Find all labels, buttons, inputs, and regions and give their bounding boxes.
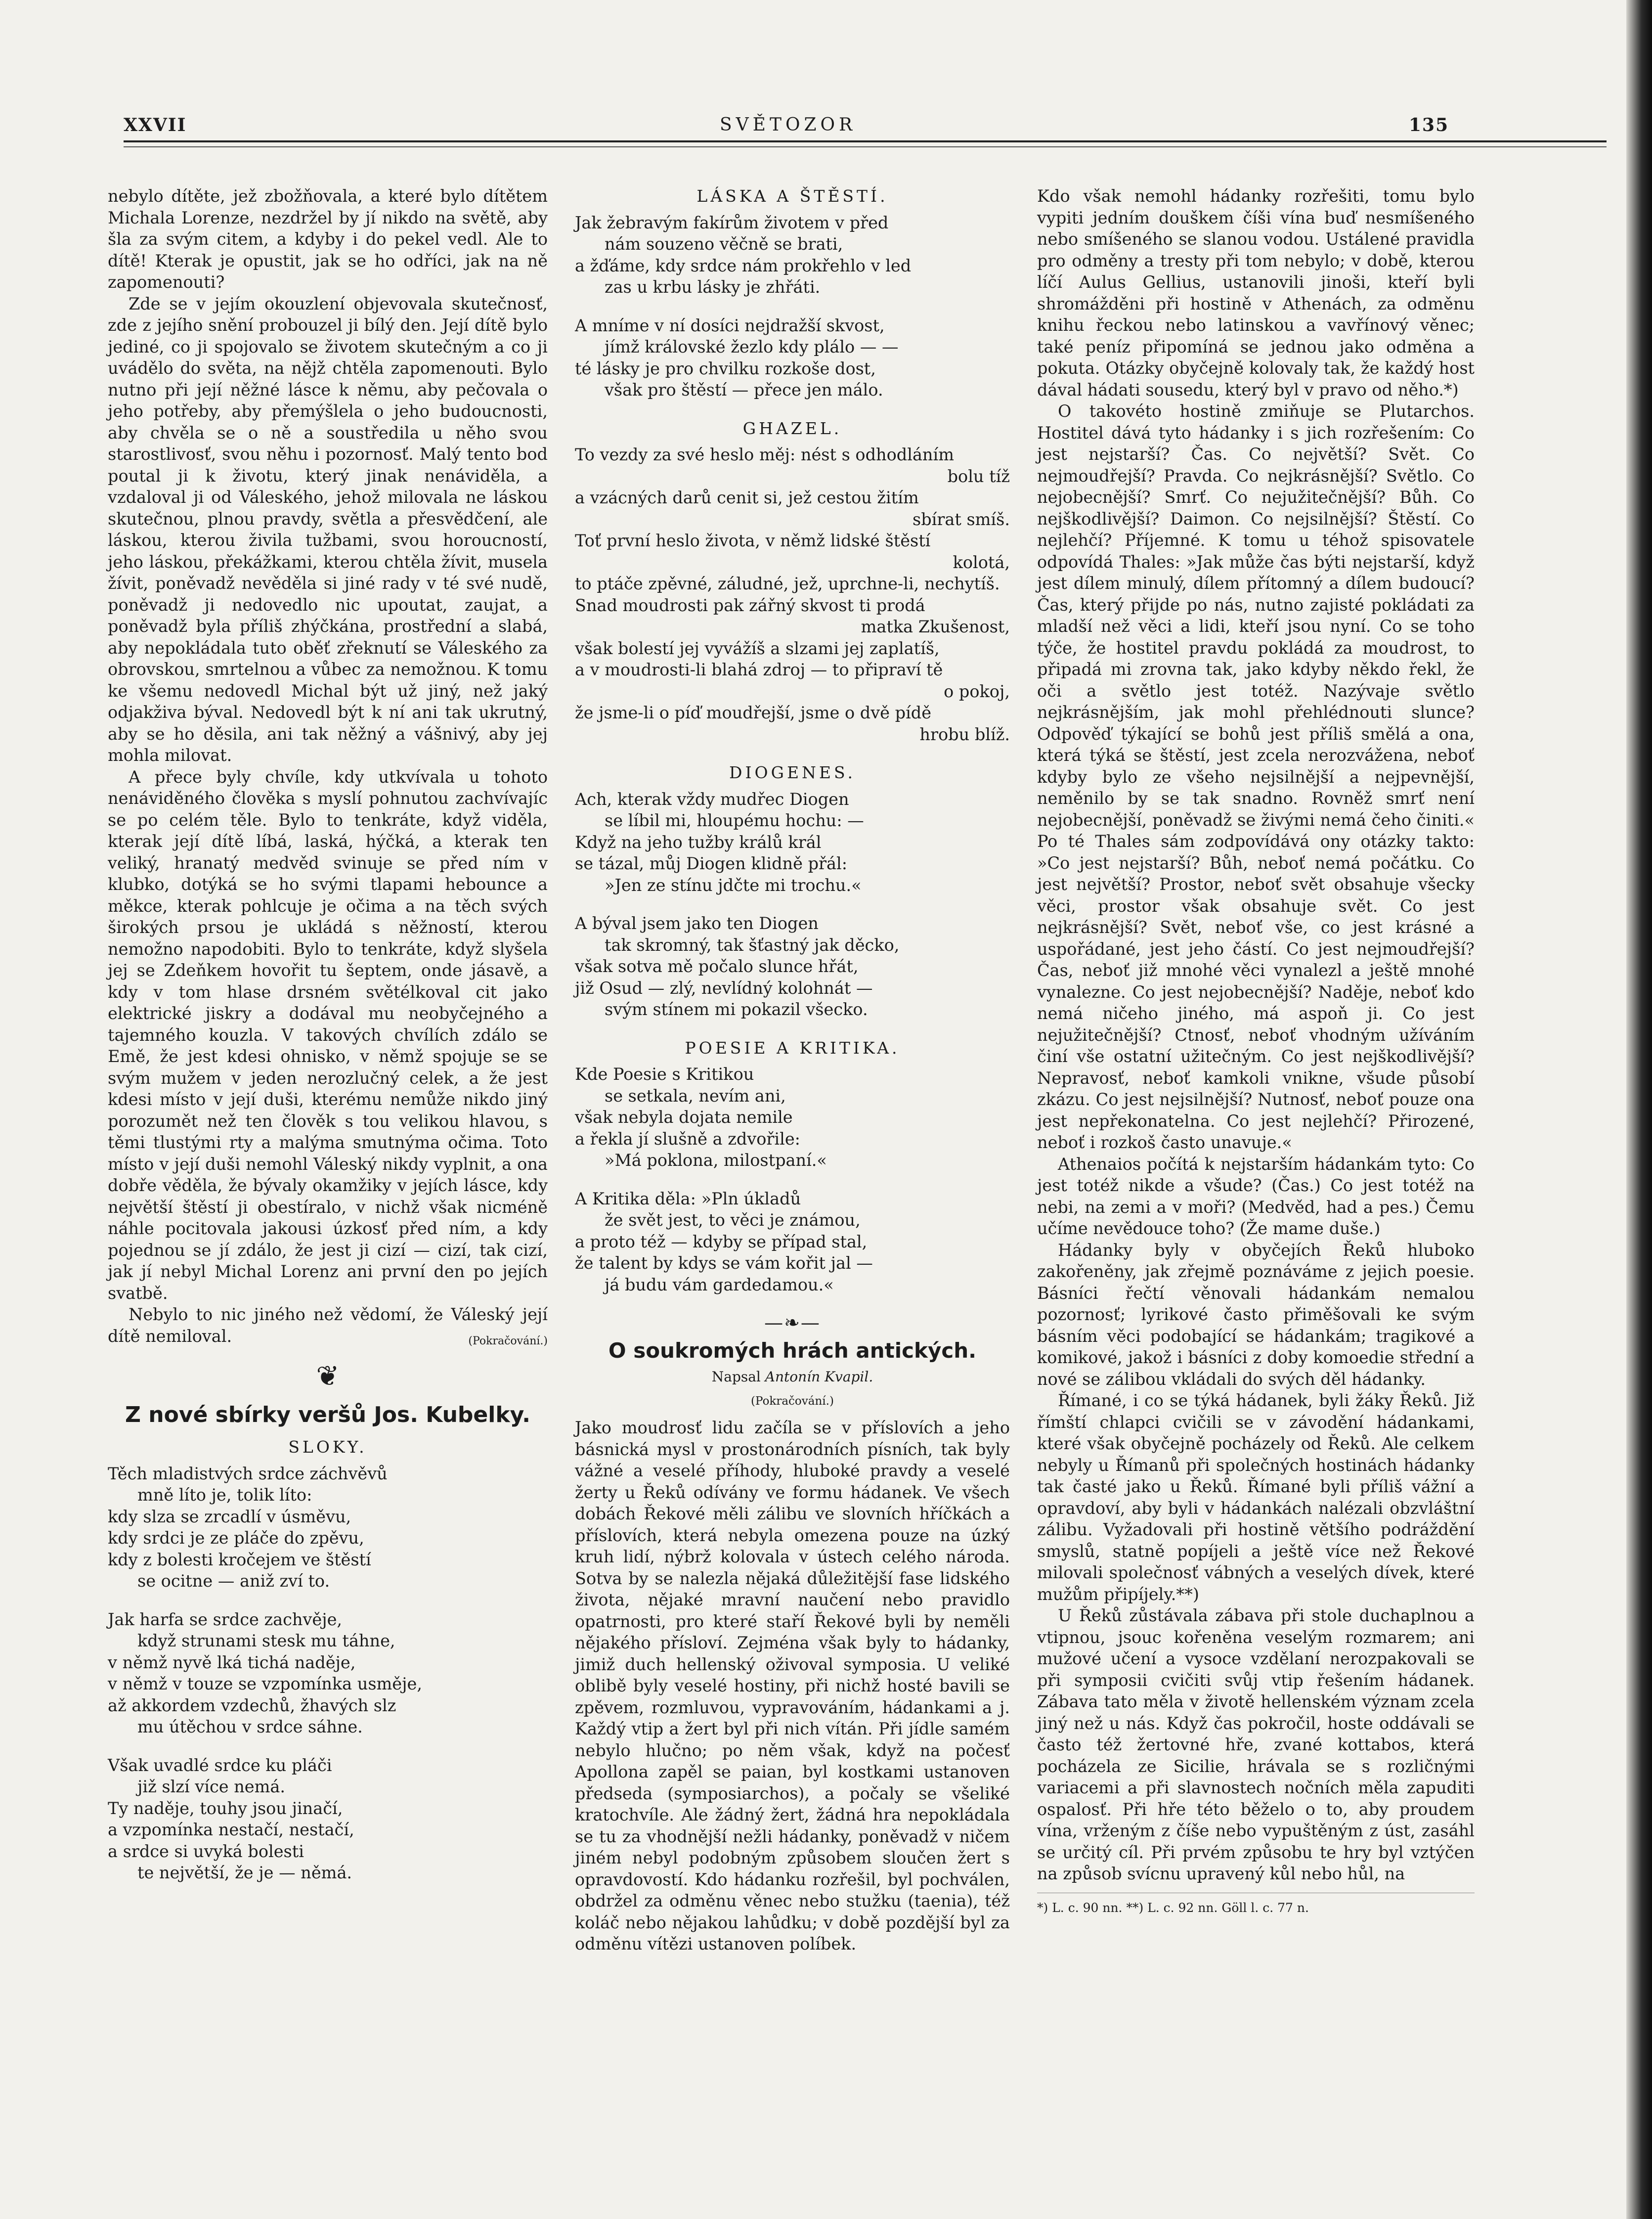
- journal-title: SVĚTOZOR: [720, 115, 857, 135]
- stanza: [575, 212, 1010, 298]
- verse-line: mně líto je, tolik líto:: [137, 1485, 312, 1505]
- continuation-note: (Pokračování.): [468, 1334, 548, 1347]
- verse-line: Ach, kterak vždy mudřec Diogen: [575, 789, 849, 809]
- stanza: [575, 315, 1010, 401]
- poem-title: GHAZEL.: [742, 418, 842, 438]
- verse-line-cont: matka Zkušenost,: [861, 617, 1010, 636]
- verse-line: Jak žebravým fakírům životem v před: [575, 213, 889, 232]
- separator-ornament-icon: —❧—: [764, 1312, 821, 1333]
- verse-line: to ptáče zpěvné, záludné, jež, uprchne-li, nechytíš.: [575, 574, 1000, 593]
- verse-line: se líbil mi, hloupému hochu: —: [605, 811, 864, 830]
- verse-line: Však uvadlé srdce ku pláči: [108, 1755, 332, 1775]
- verse-line: tak skromný, tak šťastný jak děcko,: [605, 935, 900, 955]
- poem-laska-a-stesti: [575, 212, 1010, 401]
- story-paragraph: nebylo dítěte, jež zbožňovala, a které bylo dítětem Michala Lorenze, nezdržel by jí nikdo na světě, aby šla za svým citem, a kdyby i do pekel vedl. Ale to dítě! Kterak je opustit, jak se ho odříci, jak na ně zapomenouti?: [108, 186, 548, 292]
- ornament-icon: ❦: [316, 1360, 340, 1392]
- verse-line: a řekla jí slušně a zdvořile:: [575, 1129, 800, 1149]
- verse-line: já budu vám gardedamou.«: [605, 1275, 834, 1294]
- verse-line: To vezdy za své heslo měj: nést s odhodláním: [575, 445, 954, 464]
- verse-line: již slzí více nemá.: [137, 1777, 285, 1796]
- poem-sloky: [108, 1463, 548, 1884]
- verse-line: však bolestí jej vyvážíš a slzami jej zaplatíš,: [575, 638, 940, 658]
- page-edge-shadow: [1626, 0, 1652, 2219]
- header-rule-thin: [124, 146, 1607, 147]
- verse-line: že talent by kdys se vám kořit jal —: [575, 1253, 873, 1273]
- verse-line: té lásky je pro chvilku rozkoše dost,: [575, 358, 876, 378]
- story-paragraph: [108, 1304, 548, 1347]
- article-paragraph: O takovéto hostině zmiňuje se Plutarchos. Hostitel dává tyto hádanky i s jich rozřešením: Co jest nejstarší? Čas. Co největší? Svět. Co nejmoudřejší? Pravda. Co nejkrásnější? Světlo. Co nejobecnější? Smrť. Co nejužitečnější? Bůh. Co nejškodlivější? Daimon. Co nejsilnější? Štěstí. Co nejlehčí? Příjemné. K tomu u téhož spisovatele odpovídá Thales: »Jak může čas býti nejstarší, když jest dílem minulý, dílem přítomný a dílem budoucí? Čas, který přijde po nás, nutno zajisté pokládati za mladší než věci a lidi, kteří jsou nyní. Co se toho týče, že hostitel pravdu pokládá za moudrost, to připadá mi zrovna tak, jako kdyby někdo řekl, že oči a světlo jest totéž. Nazývaje světlo nejkrásnějším, jak mohl přehlédnouti slunce? Odpověď týkající se bohů jest příliš smělá a ona, která týká se štěstí, jest zcela nerozvážena, neboť kdyby bylo ze všeho nejsilnější a nejpevnější, neměnilo by se tak snadno. Rovněž smrť není nejobecnější, poněvadž se živými nemá čeho činiti.« Po té Thales sám zodpovídává ony otázky takto: »Co jest nejstarší? Bůh, neboť nemá počátku. Co jest největší? Prostor, neboť svět obsahuje všecky věci, prostor však obsahuje svět. Co jest nejkrásnější? Svět, neboť vše, co jest krásné a uspořádané, jest jeho částí. Co jest nejmoudřejší? Čas, neboť již mnohé věci vynalezl a ještě mnohé vynalezne. Co jest nejobecnější? Naděje, neboť kdo nemá ničeho jiného, má aspoň ji. Co jest nejužitečnější? Ctnosť, neboť vhodným užíváním činí vše ostatní užitečným. Co jest nejškodlivější? Nepravosť, neboť kamkoli vnikne, všude působí zkázu. Co jest nejsilnější? Nutnosť, neboť pouze ona jest nepřekonatelna. Co jest nejlehčí? Přirozené, neboť i rozkoš často unavuje.«: [1037, 401, 1475, 1152]
- poem-ghazel: [575, 444, 1010, 745]
- verse-line: až akkordem vzdechů, žhavých slz: [108, 1695, 396, 1715]
- verse-line: kdy srdci je ze pláče do zpěvu,: [108, 1528, 364, 1548]
- poem-title: LÁSKA A ŠTĚSTÍ.: [696, 186, 888, 206]
- article-paragraph: Římané, i co se týká hádanek, byli žáky Řeků. Již římští chlapci cvičili se v závodění hádankami, které však obyčejně pocházely od Řeků. Ale celkem nebyly u Římanů při společných hostinách hádanky tak časté jako u Řeků. Římané byli příliš vážní a opravdoví, aby byli v hádankách nalézali obzvláštní zálibu. Vyžadovali při hostině většího podráždění smyslů, statně popíjeli a ještě více než Řekové milovali společnosť vábných a veselých dívek, které mužům připíjely.**): [1037, 1391, 1475, 1604]
- article-title: O soukromých hrách antických.: [608, 1338, 977, 1363]
- verse-line: však sotva mě počalo slunce hřát,: [575, 957, 859, 976]
- stanza: [575, 913, 1010, 1021]
- volume-number: XXVII: [124, 115, 187, 135]
- verse-line: se ocitne — aniž zví to.: [137, 1571, 330, 1591]
- verse-line: již Osud — zlý, nevlídný kolohnát —: [575, 978, 873, 998]
- poem-diogenes: [575, 789, 1010, 1021]
- verse-line: že jsme-li o píď moudřejší, jsme o dvě pídě: [575, 703, 932, 722]
- article-paragraph: Jako moudrosť lidu začíla se v příslovích a jeho básnická mysl v prostonárodních písních, tak byly vážné a veselé příhody, hluboké pravdy a veselé žerty u Řeků odívány ve formu hádanek. Ve všech dobách Řekové měli zálibu ve slovních hříčkách a příslovích, která nebyla omezena pouze na úzký kruh lidí, nýbrž kolovala v ústech celého národa. Sotva by se nalezla nějaká důležitější fase lidského života, nějaké mravní naučení nebo pravidlo opatrnosti, pro které staří Řekové byli by neměli nějakého přísloví. Zejména však byly to hádanky, jimiž duch hellenský oživoval symposia. U veliké oblibě byly veselé hostiny, při nichž hosté bavili se zpěvem, rozmluvou, vypravováním, hádankami a j. Každý vtip a žert byl při nich vítán. Při jídle samém nebylo hlučno; po něm však, když na počesť Apollona zapěl se paian, byl kostkami ustanoven předseda (symposiarchos), a počaly se všeliké kratochvíle. Ale žádný žert, žádná hra nepokládala se tu za vhodnější nežli hádanky, poněvadž v ničem jiném nebyl podobným způsobem sloučen žert s opravdovostí. Kdo hádanku rozřešil, byl pochválen, obdržel za odměnu věnec nebo stužku (taenia), též koláč nebo nějakou lahůdku; v době pozdější byl za odměnu vítězi ustanoven políbek.: [575, 1418, 1010, 1953]
- stanza: [575, 789, 1010, 896]
- verse-line-cont: kolotá,: [953, 552, 1010, 572]
- section-title: Z nové sbírky veršů Jos. Kubelky.: [125, 1402, 530, 1427]
- verse-line: a v moudrosti-li blahá zdroj — to připraví tě: [575, 660, 943, 679]
- poem-poesie-a-kritika: [575, 1064, 1010, 1295]
- verse-line: a vzácných darů cenit si, jež cestou žitím: [575, 488, 919, 507]
- byline-author: Antonín Kvapil.: [765, 1369, 873, 1385]
- column-left: [108, 185, 548, 1901]
- verse-line: jímž královské žezlo kdy plálo — —: [605, 337, 899, 356]
- verse-line: svým stínem mi pokazil všecko.: [605, 1000, 868, 1019]
- article-paragraph: Kdo však nemohl hádanky rozřešiti, tomu bylo vypiti jedním douškem číši vína buď nesmíšeného nebo smíšeného se slanou vodou. Ustálené pravidla pro odměny a tresty při tom nebylo; v době, kterou líčí Aulus Gellius, ustanovili jinoši, kteří byli shromážděni při hostině v Athenách, za odměnu knihu řeckou nebo latinskou a vavřínový věnec; také peníz připomíná se jednou jako odměna a pokuta. Otázky obyčejně kolovaly tak, že každý host dával hádati sousedu, který byl v pravo od něho.*): [1037, 186, 1475, 399]
- verse-line: že svět jest, to věci je známou,: [605, 1210, 861, 1230]
- article-paragraph: U Řeků zůstávala zábava při stole duchaplnou a vtipnou, jsouc kořeněna veselým rozmarem; ani mužové učení a vysoce vzdělaní nerozpakovali se při symposii cvičiti svůj vtip řešením hádanek. Zábava tato měla v životě hellenském význam zcela jiný než u nás. Když čas pokročil, hoste oddávali se často též žertovné hře, zvané kottabos, která pocházela ze Sicilie, hrávala se s rozličnými variacemi a při slavnostech nočních měla zapuditi ospalosť. Při hře této běželo o to, aby proudem vína, vrženým z číše nebo vypuštěným z úst, zasáhl se určitý cíl. Při prvém způsobu te hry byl vztýčen na způsob svícnu upravený kůl nebo hůl, na: [1037, 1606, 1475, 1883]
- byline-prefix: Napsal: [711, 1369, 761, 1385]
- verse-line: se setkala, nevím ani,: [605, 1086, 786, 1106]
- verse-line: A býval jsem jako ten Diogen: [575, 914, 819, 933]
- verse-line: kdy slza se zrcadlí v úsměvu,: [108, 1507, 351, 1526]
- article-paragraph: Hádanky byly v obyčejích Řeků hluboko zakořeněny, jak zřejmě poznáváme z jejich poesie. Básníci řečtí věnovali hádankám nemalou pozornosť; lyrikové často přiměšovali ke svým básním věci podobající se hádankám; tragikové a komikové, jakož i básníci z doby komoedie střední a nové se zálibou vkládali do svých děl hádanky.: [1037, 1240, 1475, 1389]
- verse-line: v němž v touze se vzpomínka usměje,: [108, 1674, 422, 1693]
- verse-line: nám souzeno věčně se brati,: [605, 234, 843, 254]
- verse-line: kdy z bolesti kročejem ve štěstí: [108, 1550, 371, 1569]
- verse-line: A mníme v ní dosíci nejdražší skvost,: [575, 315, 885, 335]
- stanza: [108, 1755, 548, 1884]
- verse-line: však nebyla dojata nemile: [575, 1108, 793, 1127]
- verse-line: Kde Poesie s Kritikou: [575, 1065, 754, 1084]
- verse-line: Snad moudrosti pak zářný skvost ti prodá: [575, 595, 925, 615]
- verse-line-cont: hrobu blíž.: [919, 724, 1010, 744]
- stanza: [108, 1463, 548, 1592]
- continuation-note: (Pokračování.): [751, 1394, 834, 1408]
- poem-title: POESIE A KRITIKA.: [685, 1038, 900, 1058]
- verse-line: a žďáme, kdy srdce nám prokřehlo v led: [575, 256, 912, 275]
- article-paragraph: Athenaios počítá k nejstarším hádankám tyto: Co jest totéž nikde a všude? (Čas.) Co jest totéž na nebi, na zemi a v moři? (Medvěd, had a pes.) Čemu učíme nevědouce toho? (Že mame duše.): [1037, 1154, 1475, 1238]
- verse-line: »Jen ze stínu jdčte mi trochu.«: [605, 875, 862, 895]
- verse-line: mu útěchou v srdce sáhne.: [137, 1717, 363, 1736]
- story-paragraph: A přece byly chvíle, kdy utkvívala u tohoto nenáviděného člověka s myslí pohnutou zachvívajíc se po celém těle. Bylo to tenkráte, když viděla, kterak její dítě líbá, laská, hýčká, a kterak ten veliký, hranatý medvěd svinuje se před ním v klubko, dotýká se ho svými tlapami hebounce a měkce, kterak pohlcuje je očima a na těch svých širokých prsou je ukládá s něžností, kterou nemožno napodobiti. Bylo to tenkráte, když slyšela jej se Zdeňkem hovořit tu šeptem, onde jásavě, a kdy v tom hlase drsném světélkoval cit jako elektrické jiskry a dodával mu neobyčejného a tajemného kouzla. V takových chvílích zdálo se Emě, že jest kdesi ohnisko, v němž spojuje se se svým mužem v jeden nerozlučný celek, a že jest kdesi místo v její duši, kterému nemůže nikdo jiný porozumět než ten člověk s tou velikou hlavou, s těmi tlustými rty a malýma smutnýma očima. Toto místo v její duši nemohl Váleský nikdy vyplnit, a ona dobře věděla, že bývaly okamžiky v jejích lásce, kdy největší štěstí ji obestíralo, v nichž však nicméně náhle pocitovala jakousi úzkosť před ním, a kdy pojednou se jí zdálo, že jest ji cizí — cizí, tak cizí, jak jí nebyl Michal Lorenz ani první den po jejích svatbě.: [108, 767, 548, 1303]
- verse-line: »Má poklona, milostpaní.«: [605, 1151, 827, 1170]
- article-byline: [575, 1366, 1010, 1388]
- story-closing: Nebylo to nic jiného než vědomí, že Váleský její dítě nemiloval.: [108, 1305, 548, 1346]
- verse-line-cont: o pokoj,: [944, 681, 1010, 701]
- verse-line: zas u krbu lásky je zhřáti.: [605, 277, 821, 297]
- verse-line: a srdce si uvyká bolesti: [108, 1841, 304, 1861]
- footnotes: *) L. c. 90 nn. **) L. c. 92 nn. Göll l. c. 77 n.: [1037, 1893, 1475, 1919]
- verse-line-cont: sbírat smíš.: [913, 509, 1010, 529]
- verse-line: A Kritika děla: »Pln úkladů: [575, 1189, 801, 1208]
- verse-line: a proto též — kdyby se případ stal,: [575, 1232, 868, 1251]
- verse-line: Toť první heslo života, v němž lidské štěstí: [575, 531, 931, 550]
- verse-line: však pro štěstí — přece jen málo.: [605, 380, 883, 399]
- page-number: 135: [1409, 115, 1449, 135]
- verse-line: Ty naděje, touhy jsou jinačí,: [108, 1798, 343, 1818]
- stanza: [575, 1064, 1010, 1171]
- verse-line: se tázal, můj Diogen klidně přál:: [575, 854, 847, 873]
- poem-title: DIOGENES.: [729, 763, 856, 782]
- stanza: [108, 1609, 548, 1738]
- verse-line: Jak harfa se srdce zachvěje,: [108, 1609, 343, 1629]
- verse-line: v němž nyvě lká tichá naděje,: [108, 1652, 356, 1672]
- poem-title: SLOKY.: [288, 1437, 367, 1457]
- verse-line: když strunami stesk mu táhne,: [137, 1631, 395, 1650]
- stanza: [575, 1188, 1010, 1296]
- header-rule: [124, 140, 1607, 142]
- verse-line-cont: bolu tíž: [947, 466, 1010, 486]
- verse-line: a vzpomínka nestačí, nestačí,: [108, 1820, 354, 1839]
- column-right: [1037, 185, 1475, 1918]
- story-paragraph: Zde se v jejím okouzlení objevovala skutečnosť, zde z jejího snění probouzel ji bílý den. Její dítě bylo jediné, co ji spojovalo se životem skutečným a co ji uvádělo do světa, na nějž chtěla zapomenouti. Bylo nutno při její něžné lásce k němu, aby pečovala o jeho potřeby, aby přemýšlela o jeho budoucnosti, aby chvěla se o ně a soustředila u něho svou starostlivosť, svou něhu i pozornosť. Malý tento bod poutal ji k životu, který jinak nenáviděla, a vzdaloval ji od Váleského, jehož milovala ne láskou skutečnou, plnou pravdy, světla a přesvědčení, ale láskou, kterou živila tužbami, svou horoucností, jeho láskou, překážkami, kterou chtěla žívit, musela žívit, poněvadž nevěděla si jiné rady v té své nudě, poněvadž ji nedovedlo nic upoutat, zaujat, a poněvadž byla příliš zhýčkána, prostřední a slabá, aby nepokládala tuto oběť zřeknutí se Váleského za obrovskou, smrtelnou a vůbec za nemožnou. K tomu ke všemu nedovedl Michal být už jiný, než jaký odjakživa býval. Nedovedl být k ní ani tak ukrutný, aby se ho děsila, ani tak něžný a vášnivý, aby jej mohla milovat.: [108, 294, 548, 765]
- verse-line: Těch mladistvých srdce záchvěvů: [108, 1464, 388, 1483]
- verse-line: Když na jeho tužby králů král: [575, 832, 822, 852]
- column-middle: [575, 185, 1010, 1955]
- verse-line: te největší, že je — němá.: [137, 1863, 352, 1882]
